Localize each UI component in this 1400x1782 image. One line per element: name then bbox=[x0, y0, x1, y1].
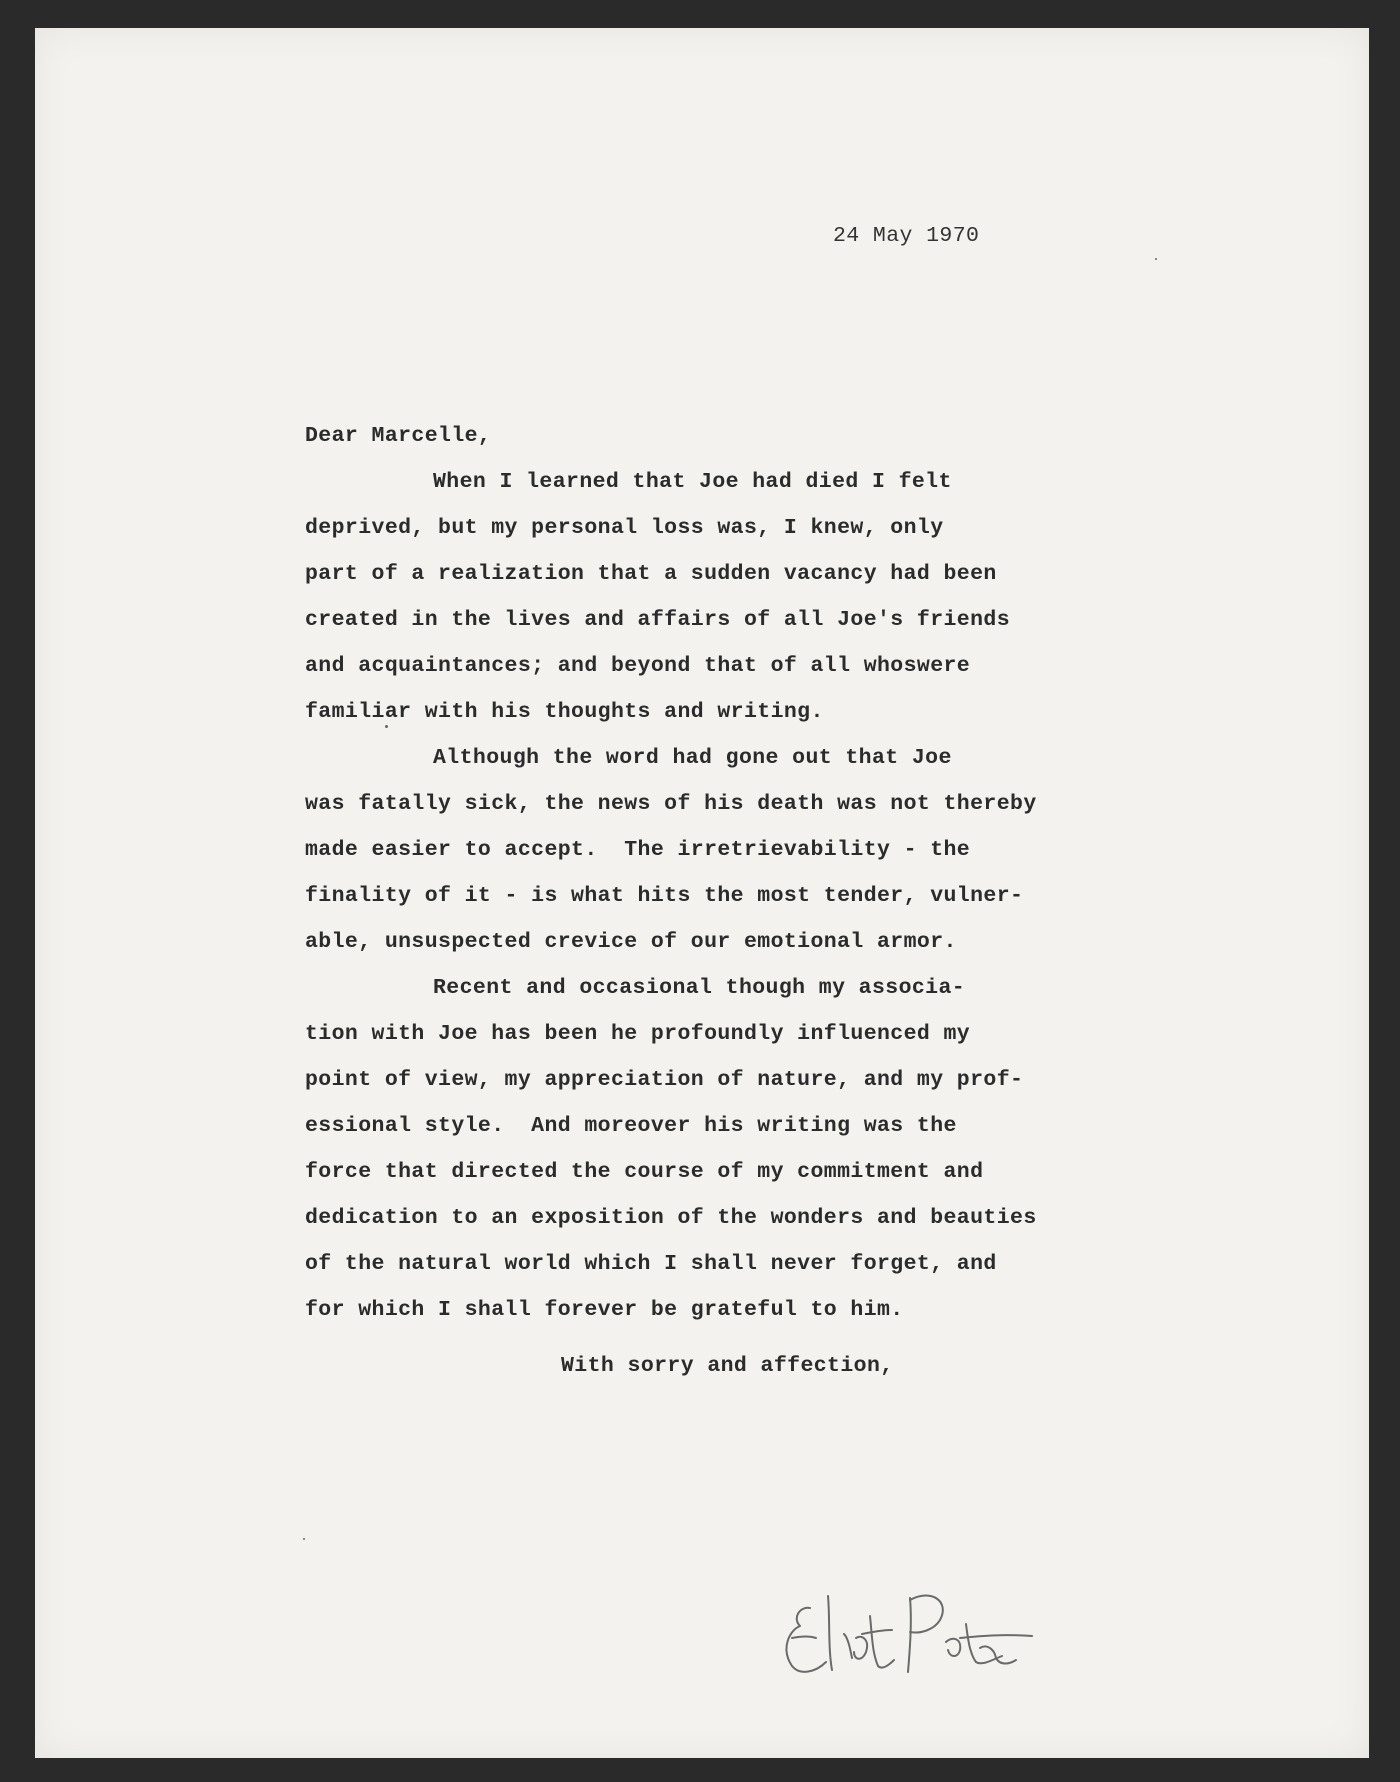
body-line: made easier to accept. The irretrievability - the bbox=[305, 838, 971, 862]
body-line: familiar with his thoughts and writing. bbox=[305, 700, 824, 724]
salutation: Dear Marcelle, bbox=[305, 424, 492, 448]
body-line: able, unsuspected crevice of our emotional armor. bbox=[305, 930, 957, 954]
body-line: for which I shall forever be grateful to him. bbox=[305, 1298, 904, 1322]
closing: With sorry and affection, bbox=[561, 1354, 894, 1378]
body-line: point of view, my appreciation of nature, and my prof- bbox=[305, 1068, 1024, 1092]
paper-speck bbox=[303, 1538, 305, 1540]
body-line: Recent and occasional though my associa- bbox=[433, 976, 966, 1000]
letter-page bbox=[35, 28, 1369, 1758]
body-line: force that directed the course of my commitment and bbox=[305, 1160, 984, 1184]
body-line: of the natural world which I shall never forget, and bbox=[305, 1252, 997, 1276]
body-line: part of a realization that a sudden vacancy had been bbox=[305, 562, 997, 586]
body-line: and acquaintances; and beyond that of all whoswere bbox=[305, 654, 971, 678]
body-line: created in the lives and affairs of all Joe's friends bbox=[305, 608, 1011, 632]
body-line: Although the word had gone out that Joe bbox=[433, 746, 952, 770]
paper-speck bbox=[1155, 258, 1157, 260]
paper-speck bbox=[385, 725, 388, 728]
body-line: essional style. And moreover his writing was the bbox=[305, 1114, 957, 1138]
body-line: When I learned that Joe had died I felt bbox=[433, 470, 952, 494]
body-line: finality of it - is what hits the most tender, vulner- bbox=[305, 884, 1024, 908]
letter-date: 24 May 1970 bbox=[833, 224, 980, 248]
handwritten-signature bbox=[770, 1578, 1050, 1693]
body-line: tion with Joe has been he profoundly influenced my bbox=[305, 1022, 971, 1046]
body-line: was fatally sick, the news of his death was not thereby bbox=[305, 792, 1037, 816]
body-line: deprived, but my personal loss was, I knew, only bbox=[305, 516, 944, 540]
body-line: dedication to an exposition of the wonders and beauties bbox=[305, 1206, 1037, 1230]
